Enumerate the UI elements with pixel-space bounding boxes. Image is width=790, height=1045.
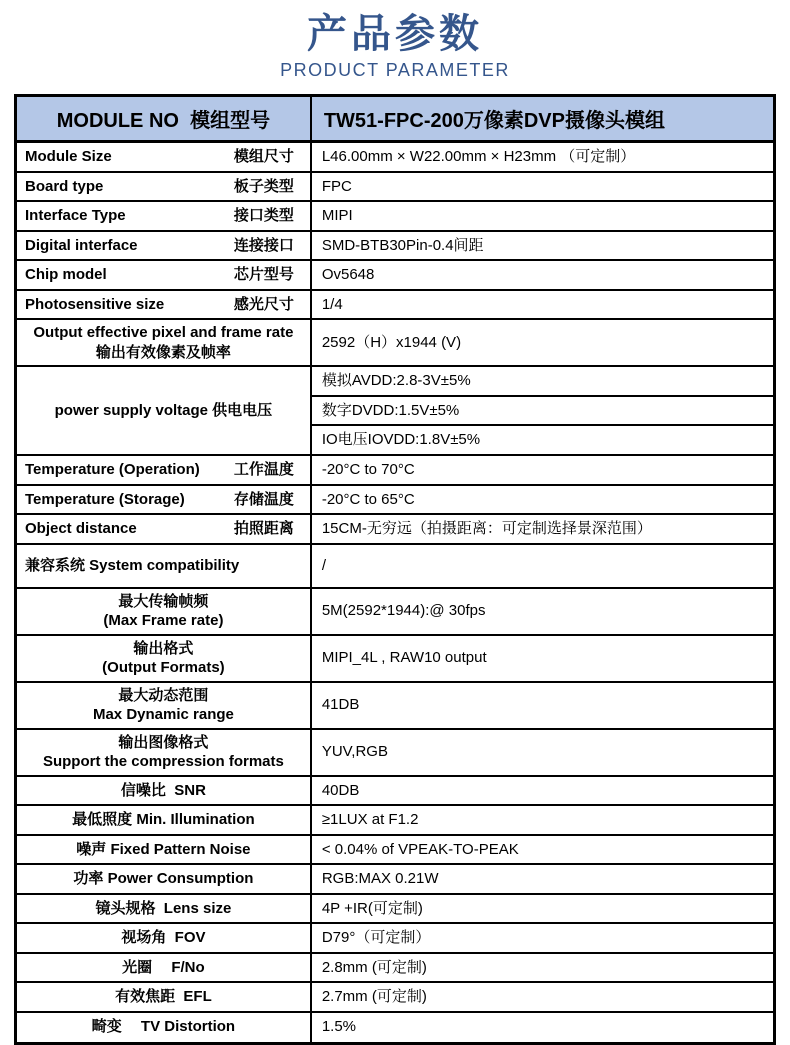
parameter-label-en: Board type [25,177,104,195]
parameter-value-text: 41DB [321,696,360,714]
parameter-label-line: 信噪比 SNR [120,781,206,799]
parameter-value-text: MIPI [321,207,353,224]
parameter-label [17,515,312,543]
parameter-value-text: 40DB [321,781,360,799]
parameter-label-en: Digital interface [25,236,138,254]
table-row [17,291,773,321]
parameter-label-line: 视场角 FOV [121,929,206,946]
table-row [17,636,773,683]
parameter-label-zh: 接口类型 [233,207,294,224]
parameter-value [312,924,773,952]
parameter-label-en: Object distance [25,520,137,537]
parameter-value [312,865,773,893]
parameter-label [17,954,312,982]
parameter-label-line: 光圈 F/No [122,958,205,976]
parameter-label [17,636,312,681]
parameter-value-text: ≥1LUX at F1.2 [321,811,419,828]
parameter-value-text: 2.7mm (可定制) [321,988,427,1005]
parameter-value [312,836,773,864]
parameter-label [17,730,312,775]
parameter-label-en: Chip model [25,266,107,283]
page-title: 产品参数 [307,12,483,56]
table-row [17,589,773,636]
parameter-value [312,683,773,728]
parameter-value [312,589,773,634]
parameter-value [312,895,773,923]
spec-table [14,94,776,1045]
parameter-subvalue: 模拟AVDD:2.8-3V±5% [312,367,773,397]
parameter-value-text: -20°C to 65°C [321,490,415,508]
parameter-label [17,143,312,171]
parameter-value [312,730,773,775]
parameter-value-text: / [321,556,326,574]
table-row [17,202,773,232]
parameter-label-line: 最大动态范围 [118,686,209,704]
table-row [17,261,773,291]
parameter-label-zh: 芯片型号 [233,266,294,283]
table-row [17,545,773,589]
parameter-label-line: 镜头规格 Lens size [95,899,232,917]
parameter-label [17,320,312,365]
parameter-label-zh: 感光尺寸 [233,295,294,313]
parameter-value-text: L46.00mm × W22.00mm × H23mm （可定制） [321,148,636,165]
parameter-label [17,589,312,634]
table-header-row [17,97,773,143]
parameter-label-zh: 模组尺寸 [233,148,294,165]
table-row [17,983,773,1013]
parameter-label-line: 输出格式 [133,639,194,657]
parameter-value-text: 2592（H）x1944 (V) [321,333,462,351]
parameter-label [17,683,312,728]
table-row [17,515,773,545]
parameter-label [17,777,312,805]
module-no-value: TW51-FPC-200万像素DVP摄像头模组 [323,110,665,132]
page-header [0,0,790,81]
parameter-value [312,143,773,171]
parameter-label-line: 最大传输帧频 [118,592,209,610]
parameter-label-en: Temperature (Storage) [25,490,185,508]
parameter-label-en: Photosensitive size [25,295,165,313]
parameter-value [312,777,773,805]
parameter-value-text: 1/4 [321,295,343,313]
page-subtitle: PRODUCT PARAMETER [280,60,510,80]
parameter-label-line: (Max Frame rate) [103,612,224,629]
parameter-label [17,1013,312,1042]
table-row [17,730,773,777]
parameter-label [17,232,312,260]
parameter-label [17,173,312,201]
parameter-label [17,895,312,923]
table-row [17,806,773,836]
parameter-label-line: 输出图像格式 [118,733,209,751]
parameter-subvalue: IO电压IOVDD:1.8V±5% [321,431,481,449]
spec-table-body [17,143,773,1042]
parameter-label-en: Temperature (Operation) [25,461,200,478]
table-row [17,1013,773,1042]
table-row [17,777,773,807]
parameter-value-text: Ov5648 [321,266,375,283]
parameter-value-text: 1.5% [321,1018,357,1036]
parameter-value [312,806,773,834]
parameter-label-line: 兼容系统 System compatibility [25,556,240,574]
parameter-value [312,954,773,982]
parameter-label [17,486,312,514]
table-row [17,143,773,173]
parameter-label [17,836,312,864]
parameter-value [312,515,773,543]
parameter-value-text: RGB:MAX 0.21W [321,870,439,887]
table-row [17,456,773,486]
parameter-value [312,456,773,484]
parameter-label-line: power supply voltage 供电电压 [54,401,273,419]
module-no-label: MODULE NO 模组型号 [17,97,312,140]
parameter-label-zh: 存储温度 [233,490,294,508]
parameter-label [17,865,312,893]
parameter-label [17,924,312,952]
parameter-label-line: Max Dynamic range [92,706,234,723]
parameter-label [17,456,312,484]
parameter-value-text: FPC [321,177,352,195]
parameter-value [312,367,773,454]
parameter-label-zh: 连接接口 [233,236,294,254]
parameter-label-line: 噪声 Fixed Pattern Noise [76,840,251,858]
parameter-label [17,291,312,319]
parameter-value-text: 2.8mm (可定制) [321,958,427,976]
parameter-label-line: 输出有效像素及帧率 [95,343,231,361]
table-row [17,836,773,866]
parameter-label-en: Interface Type [25,207,126,224]
parameter-value-text: < 0.04% of VPEAK-TO-PEAK [321,840,519,858]
parameter-value [312,1013,773,1042]
parameter-label [17,202,312,230]
parameter-value-text: 5M(2592*1944):@ 30fps [321,602,486,620]
parameter-subvalue: 数字DVDD:1.5V±5% [312,397,773,427]
table-row [17,173,773,203]
parameter-label-en: Module Size [25,148,112,165]
parameter-label [17,983,312,1011]
parameter-value-text: YUV,RGB [321,743,388,761]
parameter-label-zh: 板子类型 [233,177,294,195]
parameter-label [17,545,312,587]
parameter-label-zh: 拍照距离 [233,520,294,537]
parameter-value [312,983,773,1011]
parameter-value [312,261,773,289]
parameter-label-line: 畸变 TV Distortion [91,1018,236,1036]
parameter-label-line: (Output Formats) [102,659,225,676]
table-row [17,486,773,516]
parameter-value-text: MIPI_4L , RAW10 output [321,649,487,667]
parameter-value [312,545,773,587]
table-row [17,865,773,895]
table-row [17,367,773,456]
parameter-label-line: Support the compression formats [42,753,284,770]
parameter-value [312,202,773,230]
parameter-value [312,320,773,365]
parameter-value-text: -20°C to 70°C [321,461,415,478]
parameter-value [312,486,773,514]
table-row [17,683,773,730]
parameter-value [312,291,773,319]
parameter-label-zh: 工作温度 [233,461,294,478]
table-row [17,895,773,925]
table-row [17,320,773,367]
table-row [17,924,773,954]
parameter-label [17,806,312,834]
parameter-value-text: D79°（可定制） [321,929,431,946]
table-row [17,232,773,262]
parameter-label-line: 有效焦距 EFL [115,988,212,1005]
parameter-value-text: 15CM-无穷远（拍摄距离：可定制选择景深范围） [321,520,652,537]
parameter-value [312,636,773,681]
parameter-label-line: Output effective pixel and frame rate [33,324,294,341]
table-row [17,954,773,984]
parameter-value [312,173,773,201]
parameter-label-line: 功率 Power Consumption [73,870,254,887]
parameter-label [17,261,312,289]
parameter-value [312,232,773,260]
parameter-value-text: 4P +IR(可定制) [321,899,423,917]
parameter-value-text: SMD-BTB30Pin-0.4间距 [321,236,484,254]
parameter-label [17,367,312,454]
parameter-label-line: 最低照度 Min. Illumination [72,811,255,828]
